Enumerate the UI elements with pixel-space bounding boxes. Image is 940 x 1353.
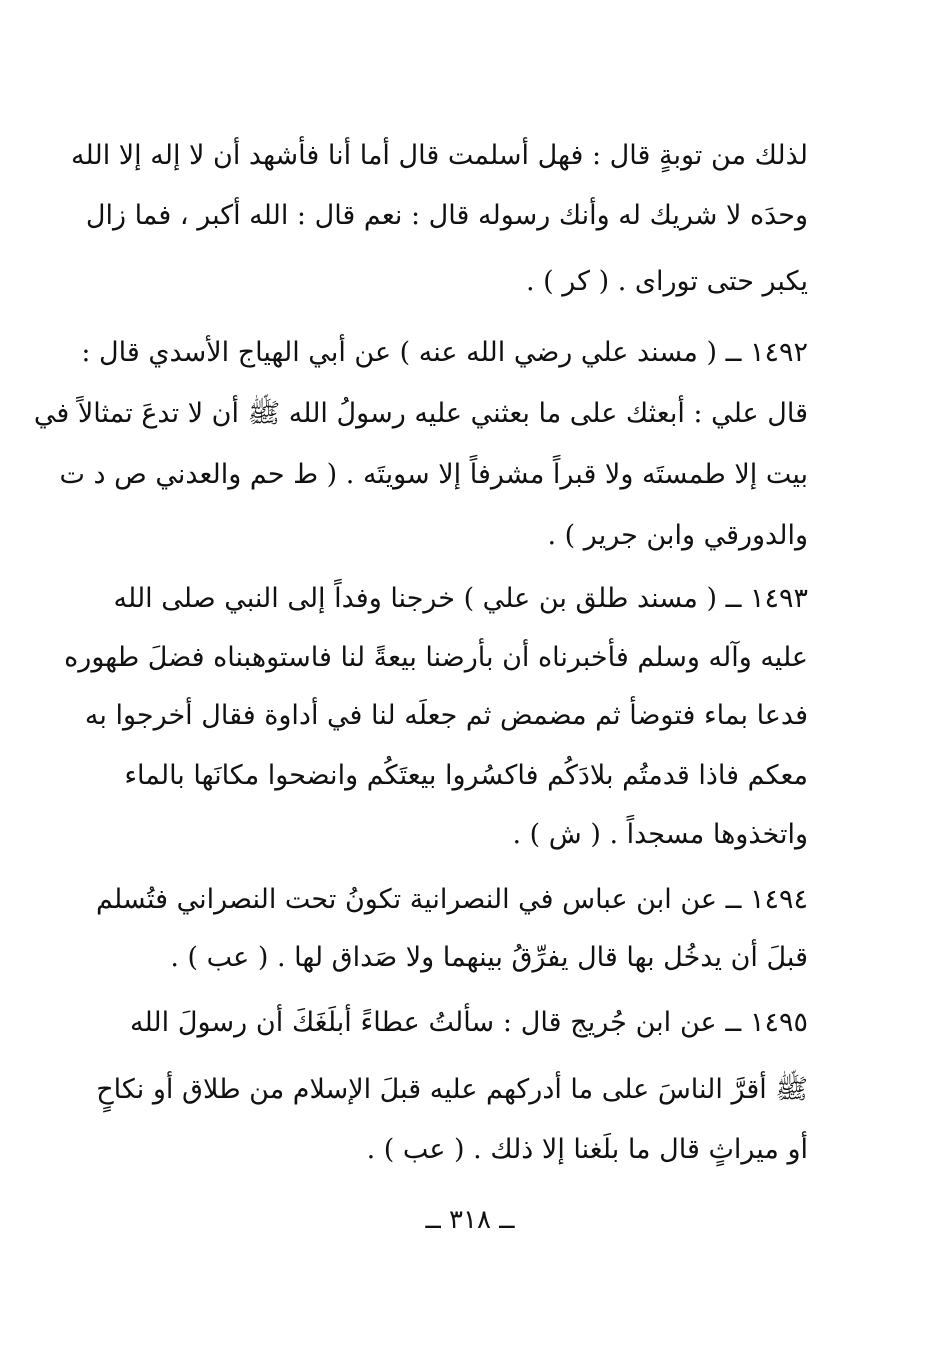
- hadith-1493-heading-line: ١٤٩٣ ــ ( مسند طلق بن علي ) خرجنا وفداً إلى النبي صلى الله: [113, 583, 808, 614]
- text-line: لذلك من توبةٍ قال : فهل أسلمت قال أما أنا فأشهد أن لا إله إلا الله: [71, 140, 808, 171]
- text-line: والدورقي وابن جرير ) .: [547, 520, 808, 551]
- text-line: فدعا بماء فتوضأ ثم مضمض ثم جعلَه لنا في أداوة فقال أخرجوا به: [84, 700, 808, 731]
- text-line: ﷺ أقرَّ الناسَ على ما أدركهم عليه قبلَ الإسلام من طلاق أو نكاحٍ: [96, 1074, 808, 1105]
- page-number: ــ ٣١٨ ــ: [425, 1205, 515, 1235]
- hadith-1492-heading-line: ١٤٩٢ ــ ( مسند علي رضي الله عنه ) عن أبي الهياج الأسدي قال :: [81, 337, 808, 368]
- text-line: معكم فاذا قدمتُم بلادَكُم فاكسُروا بيعتَكُم وانضحوا مكانَها بالماء: [124, 760, 808, 791]
- text-line: أو ميراثٍ قال ما بلَغنا إلا ذلك . ( عب ) .: [366, 1134, 808, 1165]
- text-line: قال علي : أبعثك على ما بعثني عليه رسولُ الله ﷺ أن لا تدعَ تمثالاً في: [33, 398, 808, 429]
- text-line: بيت إلا طمستَه ولا قبراً مشرفاً إلا سويتَه . ( ط حم والعدني ص د ت: [59, 459, 808, 490]
- text-line: وحدَه لا شريك له وأنك رسوله قال : نعم قال : الله أكبر ، فما زال: [85, 200, 808, 231]
- text-line: قبلَ أن يدخُل بها قال يفرِّقُ بينهما ولا صَداق لها . ( عب ) .: [170, 942, 808, 973]
- text-line: واتخذوها مسجداً . ( ش ) .: [512, 819, 808, 850]
- text-line: عليه وآله وسلم فأخبرناه أن بأرضنا بيعةً لنا فاستوهبناه فضلَ طهوره: [64, 642, 808, 673]
- hadith-1494-heading-line: ١٤٩٤ ــ عن ابن عباس في النصرانية تكونُ تحت النصراني فتُسلم: [96, 884, 808, 915]
- hadith-1495-heading-line: ١٤٩٥ ــ عن ابن جُريج قال : سألتُ عطاءً أبلَغَكَ أن رسولَ الله: [130, 1007, 808, 1038]
- text-line: يكبر حتى توراى . ( كر ) .: [525, 266, 808, 297]
